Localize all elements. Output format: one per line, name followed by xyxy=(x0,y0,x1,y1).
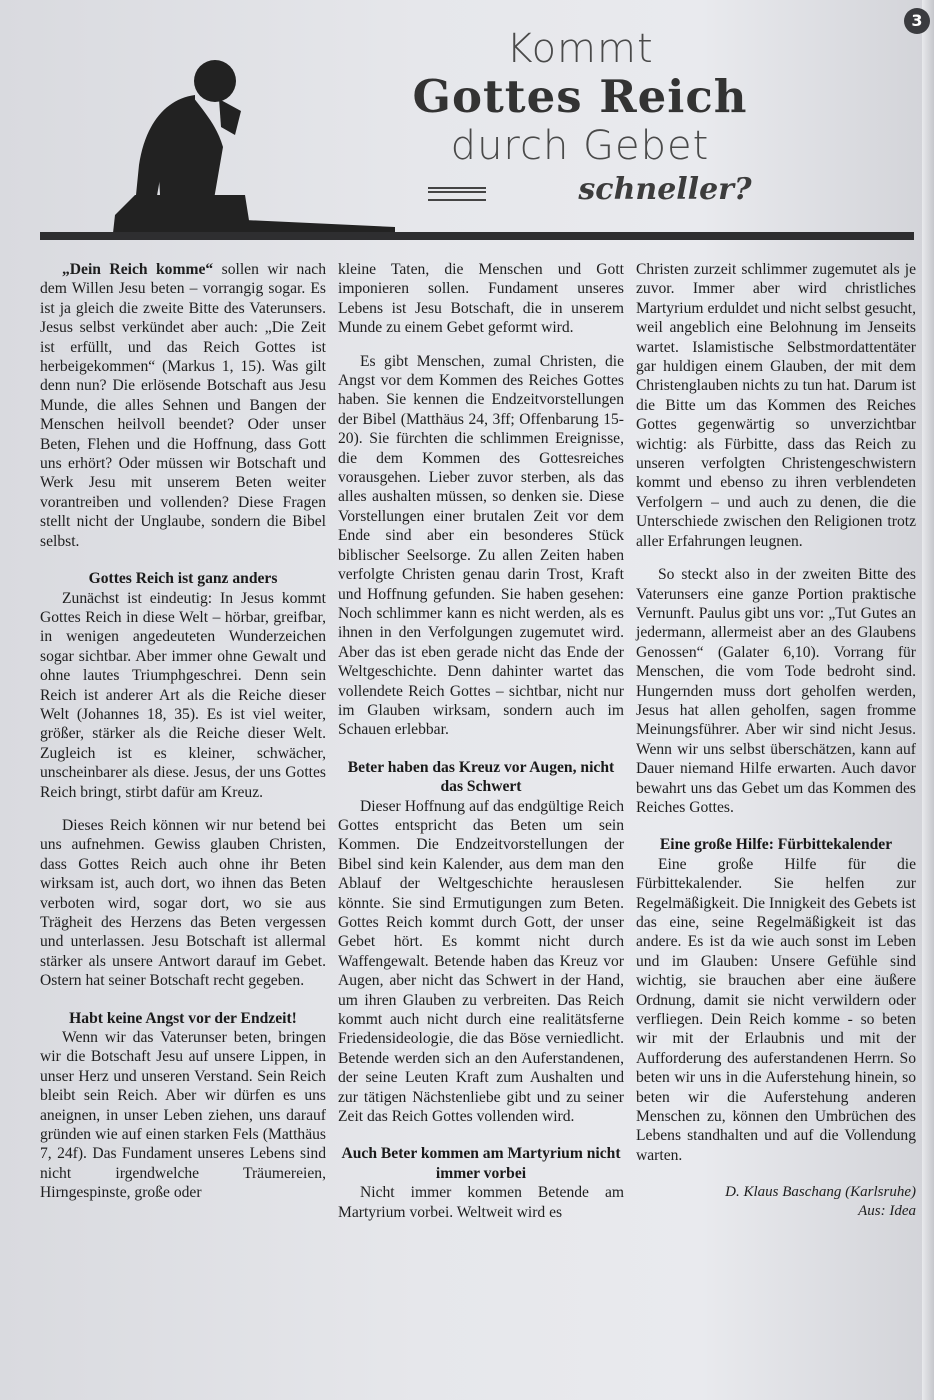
page-number-badge: 3 xyxy=(904,8,930,34)
paragraph: Zunächst ist eindeutig: In Jesus kommt Gottes Reich in diese Welt – hörbar, greifbar, in wenigen angedeuteten Wunderzeichen sogar sichtbar. Aber immer ohne Gewalt und ohne lautes Triumphgeschrei. Denn sein Reich ist anderer Art als die Reiche dieser Welt (Johannes 18, 35). Es ist viel weiter, größer, stärker als die Reiche dieser Welt. Zugleich ist es kleiner, schwächer, unscheinbarer als diese. Jesus, der uns Gottes Reich bringt, stirbt dafür am Kreuz. xyxy=(40,589,326,801)
subheading: Gottes Reich ist ganz anders xyxy=(88,570,278,588)
headline-line-4-text: schneller? xyxy=(578,172,752,207)
column-1 xyxy=(40,260,326,1203)
paragraph: Eine große Hilfe für die Fürbittekalender. Sie helfen zur Regelmäßigkeit. Die Innigkeit des Gebets ist das eine, seine Regelmäßigkeit ist das andere. Es ist da wie auch sonst im Leben und im Glauben: Unsere Gefühle sind wichtig, sie brauchen aber eine äußere Ordnung, damit sie nicht verwildern oder verfliegen. Dein Reich komme - so beten wir mit der Erlaubnis und mit der Aufforderung des auferstandenen Herrn. So beten wir uns in die Auferstehung hinein, so beten wir die Auferstehung anderen Menschen zu, können den Umbrüchen des Lebens standhalten und auf die Vollendung warten. xyxy=(636,855,916,1164)
paragraph: Dieses Reich können wir nur betend bei uns aufnehmen. Gewiss glauben Christen, dass Gottes Reich auch ohne ihr Beten wirksam ist, auch dort, wo ihnen das Beten verboten wird, sogar dort, wo sie aus Trägheit des Herzens das Beten vergessen und unterlassen. Jesu Botschaft ist allermal stärker als unsere Antwort darauf im Gebet. Ostern hat seiner Botschaft recht gegeben. xyxy=(40,816,326,990)
headline-line-4 xyxy=(390,170,840,210)
author-credit xyxy=(636,1183,916,1221)
lead-quote: „Dein Reich komme“ xyxy=(62,261,214,278)
column-2 xyxy=(338,260,624,1222)
paragraph xyxy=(40,260,326,551)
subheading: Eine große Hilfe: Fürbittekalender xyxy=(659,836,893,854)
paragraph-text: sollen wir nach dem Willen Jesu beten – vorrangig sogar. Es ist ja gleich die zweite Bitte des Vaterunsers. Jesus selbst verkündet aber auch: „Die Zeit ist erfüllt, und das Reich Gottes ist herbeigekommen“ (Markus 1, 15). Was gilt denn nun? Die erlösende Botschaft aus Jesu Munde, die alles Sehnen und Bangen der Menschen heilvoll beendet? Oder unser Beten, Flehen und die Hoffnung, dass Gott uns erhört? Oder müssen wir Botschaft und Werk Jesu mit unserem Beten weiter vorantreiben und vollenden? Diese Fragen stellt nicht der Unglaube, sondern die Bibel selbst. xyxy=(40,261,326,550)
header-rule xyxy=(40,232,914,240)
subheading: Habt keine Angst vor der Endzeit! xyxy=(69,1009,297,1027)
subheading: Beter haben das Kreuz vor Augen, nicht das Schwert xyxy=(347,758,615,796)
page-edge-shadow xyxy=(922,0,934,1400)
decorative-lines xyxy=(428,187,486,201)
paragraph: Es gibt Menschen, zumal Christen, die Angst vor dem Kommen des Reiches Gottes haben. Sie kennen die Endzeitvorstellungen der Bibel (Matthäus 24, 3ff; Offenbarung 15-20). Sie fürchten die schlimmen Ereignisse, die dem Kommen des Gottesreiches vorausgehen. Lieber zuvor sterben, als das alles aushalten müssen, so denken sie. Diese Vorstellungen einer brutalen Zeit vor dem Ende sind aber ein besonderes Stück biblischer Seelsorge. Zu allen Zeiten haben verfolgte Christen genau darin Trost, Kraft und Hoffnung gefunden. Sie haben gesehen: Noch schlimmer kann es nicht werden, als es ihnen in den Verfolgungen zugemutet wird. Aber das ist eben gerade nicht das Ende der Weltgeschichte. Denn dahinter wartet das vollendete Reich Gottes – sichtbar, nicht nur im Glauben wirksam, sondern auch im Schauen erlebbar. xyxy=(338,352,624,739)
paragraph: Dieser Hoffnung auf das endgültige Reich Gottes entspricht das Beten um sein Kommen. Die Endzeitvorstellungen der Bibel sind kein Kalender, aus dem man den Ablauf der Weltgeschichte herauslesen könnte. Sie sind Ermutigungen zum Beten. Gottes Reich kommt durch Gott, der unser Gebet hört. Es kommt nicht durch Waffengewalt. Betende haben das Kreuz vor Augen, aber nicht das Schwert in der Hand, um ihren Glauben zu verbreiten. Das Reich kommt auch nicht durch eine realitätsferne Friedensideologie, die das Böse verniedlicht. Betende werden sich an den Auferstandenen, der seine Leuten Kraft zum Aushalten und zur tätigen Nächstenliebe gibt und zu seiner Zeit das Reich Gottes vollenden wird. xyxy=(338,797,624,1126)
headline-line-2: Gottes Reich xyxy=(412,70,748,123)
headline xyxy=(320,26,840,210)
paragraph: Wenn wir das Vaterunser beten, bringen wir die Botschaft Jesu auf unsere Lippen, in unser Herz und unseren Verstand. Sein Reich bleibt sein Reich. Aber wir dürfen es uns aneignen, in unser Leben ziehen, uns darauf gründen wie auf einen starken Fels (Matthäus 7, 24f). Das Fundament unseres Lebens sind nicht irgendwelche Träumereien, Hirngespinste, große oder xyxy=(40,1029,326,1202)
paragraph: kleine Taten, die Menschen und Gott imponieren sollen. Fundament unseres Lebens ist Jesu Botschaft, die in unserem Munde zu einem Gebet geformt wird. xyxy=(338,261,624,337)
column-3 xyxy=(636,260,916,1221)
source-credit: Aus: Idea xyxy=(858,1203,916,1220)
headline-line-3: durch Gebet xyxy=(450,123,710,169)
paragraph: Christen zurzeit schlimmer zugemutet als je zuvor. Immer aber wird christliches Martyrium erduldet und nicht selbst gesucht, weil angeblich eine Belohnung im Jenseits wartet. Islamistische Selbstmordattentäter gar huldigen einem Glauben, der mit dem Christenglauben nichts zu tun hat. Darum ist die Bitte um das Kommen des Reiches Gottes gegenwärtig so unverzichtbar wichtig: als Fürbitte, dass das Reich zu unseren verfolgten Christengeschwistern kommt und ebenso zu ihren verblendeten Verfolgern – und auch zu denen, die die Unterschiede zwischen den Religionen trotz aller Erfahrungen leugnen. xyxy=(636,261,916,550)
paragraph: So steckt also in der zweiten Bitte des Vaterunsers eine ganze Portion praktische Vernunft. Paulus gibt uns vor: „Tut Gutes an jedermann, allermeist aber an des Glaubens Genossen“ (Galater 6,10). Vorrang für Menschen, die vom Tode bedroht sind. Hungernden muss dort geholfen werden, Jesus hat allen geholfen, sagen fromme Meinungsführer. Aber wir sind nicht Jesus. Wenn wir uns selbst überschätzen, kann auf Dauer niemand Hilfe erwarten. Auch davor bewahrt uns das Gebet um das Kommen des Reiches Gottes. xyxy=(636,566,916,816)
subheading: Auch Beter kommen am Martyrium nicht immer vorbei xyxy=(341,1145,621,1182)
paragraph: Nicht immer kommen Betende am Martyrium vorbei. Weltweit wird es xyxy=(338,1184,624,1221)
headline-line-1: Kommt xyxy=(506,26,654,72)
author-name: D. Klaus Baschang (Karlsruhe) xyxy=(725,1184,916,1201)
